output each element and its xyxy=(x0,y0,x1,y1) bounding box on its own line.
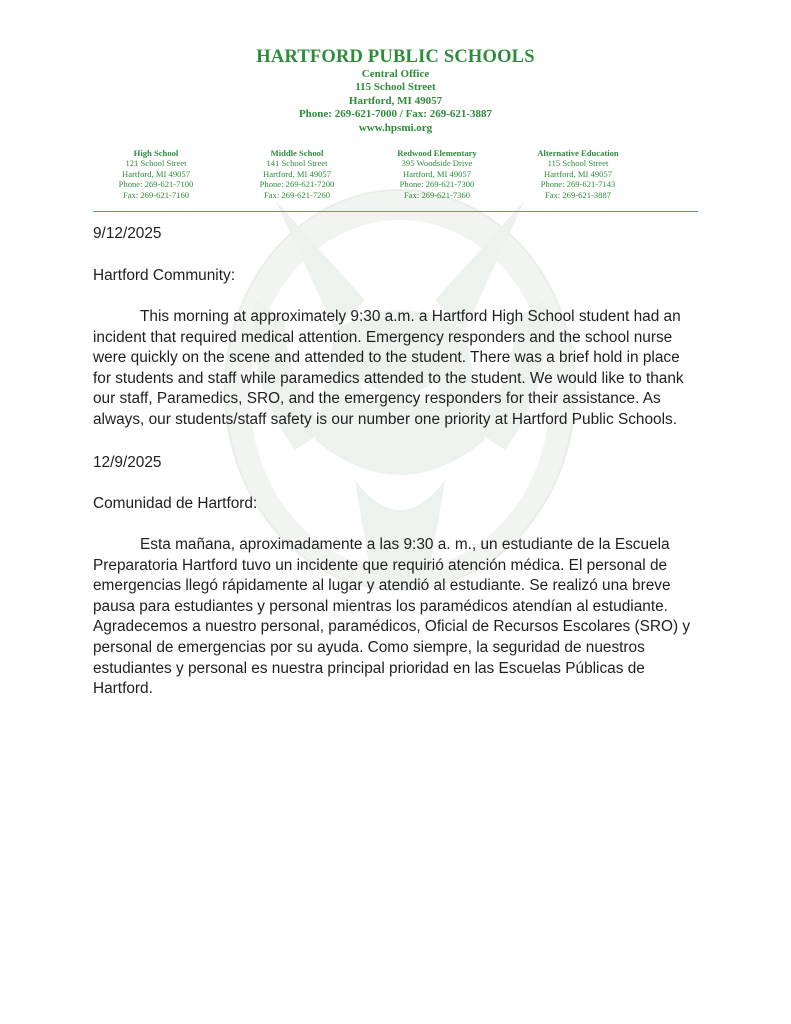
school-street: 121 School Street xyxy=(125,158,187,169)
school-fax: Fax: 269-621-7360 xyxy=(403,189,471,200)
paragraph-line: incident that required medical attention. Emergency responders and the school nurse xyxy=(93,328,673,346)
school-street: 115 School Street xyxy=(547,158,609,169)
paragraph-line: always, our students/staff safety is our number one priority at Hartford Public Schools. xyxy=(93,410,677,428)
website-link[interactable]: www.hpsmi.org xyxy=(358,121,433,134)
school-fax: Fax: 269-621-7160 xyxy=(122,189,190,200)
paragraph-line: Agradecemos a nuestro personal, paramédicos, Oficial de Recursos Escolares (SRO) y xyxy=(93,618,691,636)
office-label: Central Office xyxy=(361,68,430,80)
paragraph-line: for students and staff while paramedics attended to the student. We would like to thank xyxy=(93,369,684,387)
paragraph-line: personal de emergencias por su ayuda. Como siempre, la seguridad de nuestros xyxy=(93,638,645,656)
office-phone-fax: Phone: 269-621-7000 / Fax: 269-621-3887 xyxy=(298,108,493,121)
school-alternative xyxy=(508,148,648,200)
district-title: HARTFORD PUBLIC SCHOOLS xyxy=(256,47,535,67)
school-name: High School xyxy=(133,148,179,158)
school-name: Alternative Education xyxy=(537,148,619,158)
school-name: Redwood Elementary xyxy=(397,148,477,158)
school-street: 141 School Street xyxy=(266,158,328,169)
school-city: Hartford, MI 49057 xyxy=(543,168,613,179)
paragraph-line: estudiantes y personal es nuestra principal prioridad en las Escuelas Públicas de xyxy=(93,659,645,677)
header-divider xyxy=(93,211,698,212)
english-paragraph xyxy=(93,307,693,431)
english-date: 9/12/2025 xyxy=(93,225,162,242)
school-phone: Phone: 269-621-7100 xyxy=(118,179,194,190)
office-city: Hartford, MI 49057 xyxy=(348,94,443,107)
central-office-block xyxy=(0,68,791,135)
paragraph-line: Hartford. xyxy=(93,680,153,698)
paragraph-line: our staff, Paramedics, SRO, and the emergency responders for their assistance. As xyxy=(93,390,661,408)
school-city: Hartford, MI 49057 xyxy=(262,168,332,179)
paragraph-line: were quickly on the scene and attended to the student. There was a brief hold in place xyxy=(93,349,680,367)
school-phone: Phone: 269-621-7300 xyxy=(399,179,475,190)
paragraph-line: emergencias llegó rápidamente al lugar y atendió al estudiante. Se realizó una breve xyxy=(93,577,671,595)
school-directory xyxy=(0,148,791,202)
school-phone: Phone: 269-621-7143 xyxy=(540,179,616,190)
paragraph-line: This morning at approximately 9:30 a.m. a Hartford High School student had an xyxy=(140,308,681,325)
school-name: Middle School xyxy=(270,148,324,158)
school-middle xyxy=(227,148,367,200)
school-high xyxy=(86,148,226,200)
spanish-greeting: Comunidad de Hartford: xyxy=(93,495,258,512)
office-street: 115 School Street xyxy=(355,81,436,94)
school-city: Hartford, MI 49057 xyxy=(121,168,191,179)
spanish-date: 12/9/2025 xyxy=(93,454,162,471)
spanish-paragraph xyxy=(93,535,703,700)
school-fax: Fax: 269-621-3887 xyxy=(544,189,612,200)
school-redwood xyxy=(367,148,507,200)
school-fax: Fax: 269-621-7260 xyxy=(263,189,331,200)
english-greeting: Hartford Community: xyxy=(93,267,235,284)
school-street: 395 Woodside Drive xyxy=(401,158,473,169)
school-phone: Phone: 269-621-7200 xyxy=(259,179,335,190)
paragraph-line: Preparatoria Hartford tuvo un incidente que requirió atención médica. El personal de xyxy=(93,556,668,574)
paragraph-line: pausa para estudiantes y personal mientras los paramédicos atendían al estudiante. xyxy=(93,597,668,615)
school-city: Hartford, MI 49057 xyxy=(402,168,472,179)
paragraph-line: Esta mañana, aproximadamente a las 9:30 a. m., un estudiante de la Escuela xyxy=(140,536,670,553)
